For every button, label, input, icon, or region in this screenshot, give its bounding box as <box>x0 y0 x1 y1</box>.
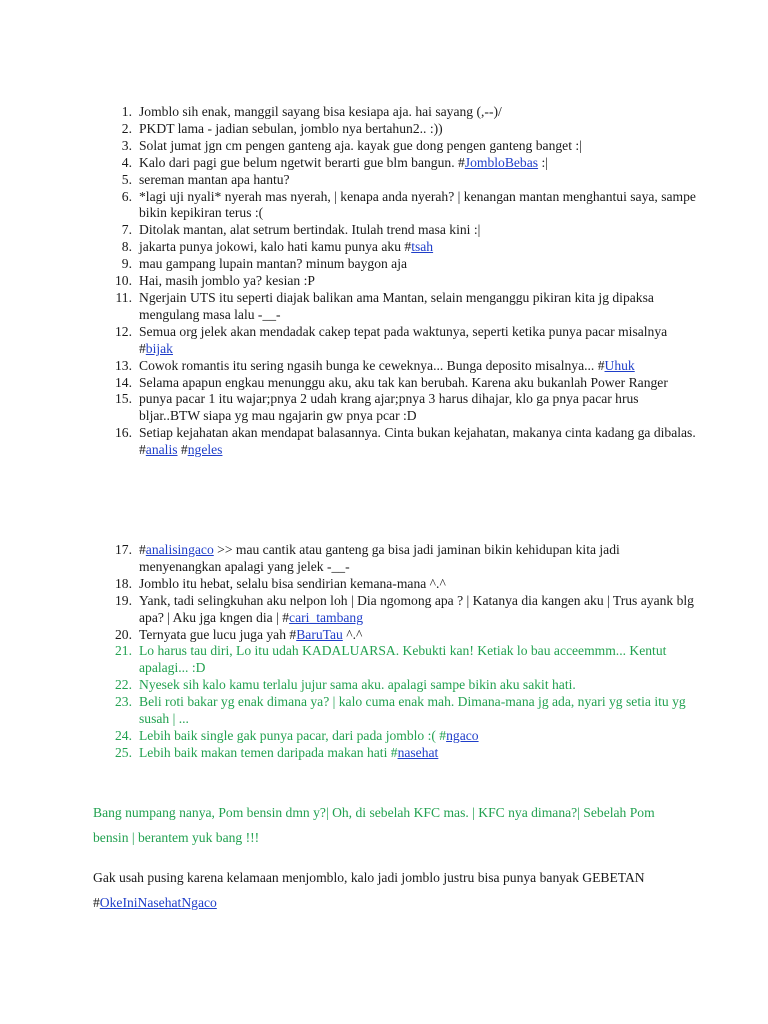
hashtag-link[interactable]: BaruTau <box>296 626 343 642</box>
list-number: 15. <box>115 391 132 407</box>
list-item <box>0 677 700 694</box>
list-number: 9. <box>121 256 132 272</box>
list-number: 7. <box>121 222 132 238</box>
hashtag-link[interactable]: OkeIniNasehatNgaco <box>99 895 217 910</box>
list-item <box>0 358 700 375</box>
list-item <box>0 593 700 627</box>
item-text: *lagi uji nyali* nyerah mas nyerah, | kenapa anda nyerah? | kenangan mantan menghantui saya, sampe bikin kepikiran terus :( <box>139 188 696 221</box>
list-item <box>0 324 700 358</box>
item-text: mau gampang lupain mantan? minum baygon aja <box>139 256 408 272</box>
item-text: # <box>177 442 188 458</box>
list-item <box>0 391 700 425</box>
list-item <box>0 189 700 223</box>
item-text: Jomblo itu hebat, selalu bisa sendirian kemana-mana ^.^ <box>139 575 446 591</box>
item-text: Semua org jelek akan mendadak cakep tepat pada waktunya, seperti ketika punya pacar misalnya # <box>139 323 668 356</box>
list-item <box>0 627 700 644</box>
hashtag-link[interactable]: nasehat <box>397 744 439 760</box>
hashtag-link[interactable]: Uhuk <box>604 357 635 373</box>
list-number: 1. <box>121 104 132 119</box>
item-text: Cowok romantis itu sering ngasih bunga ke ceweknya... Bunga deposito misalnya... # <box>139 357 605 373</box>
list-number: 3. <box>121 137 132 153</box>
item-text: Lebih baik makan temen daripada makan hati # <box>139 744 398 760</box>
hashtag-link[interactable]: JombloBebas <box>464 154 539 170</box>
list-number: 13. <box>115 357 132 373</box>
list-item <box>0 138 700 155</box>
item-text: Lebih baik single gak punya pacar, dari pada jomblo :( # <box>139 727 447 743</box>
item-text: >> mau cantik atau ganteng ga bisa jadi jaminan bikin kehidupan kita jadi menyenangkan apalagi yang jelek -__- <box>139 542 620 574</box>
item-text: Kalo dari pagi gue belum ngetwit berarti gue blm bangun. # <box>139 154 465 170</box>
list-item <box>0 728 700 745</box>
list-item <box>0 576 700 593</box>
list-number: 23. <box>115 694 132 710</box>
list-number: 19. <box>115 592 132 608</box>
hashtag-link[interactable]: ngaco <box>446 727 479 743</box>
closing-paragraph <box>93 865 663 915</box>
list-item <box>0 155 700 172</box>
dialog-text: Bang numpang nanya, Pom bensin dmn y?| Oh, di sebelah KFC mas. | KFC nya dimana?| Sebelah Pom bensin | berantem yuk bang !!! <box>93 805 655 845</box>
item-text: PKDT lama - jadian sebulan, jomblo nya bertahun2.. :)) <box>139 120 443 136</box>
item-text: Yank, tadi selingkuhan aku nelpon loh | Dia ngomong apa ? | Katanya dia kangen aku | Trus ayank blg apa? | Aku jga kngen dia | # <box>139 592 694 625</box>
list-number: 6. <box>121 188 132 204</box>
hashtag-link[interactable]: ngeles <box>187 442 223 458</box>
item-text: punya pacar 1 itu wajar;pnya 2 udah krang ajar;pnya 3 harus dihajar, klo ga pnya pacar hrus bljar..BTW siapa yg mau ngajarin gw pnya pcar :D <box>139 391 639 424</box>
list-item <box>0 745 700 762</box>
list-item <box>0 256 700 273</box>
hashtag-link[interactable]: analisingaco <box>145 542 214 557</box>
list-item <box>0 425 700 459</box>
list-item <box>0 290 700 324</box>
list-item <box>0 375 700 392</box>
list-number: 14. <box>115 374 132 390</box>
item-text: Beli roti bakar yg enak dimana ya? | kalo cuma enak mah. Dimana-mana jg ada, nyari yg setia itu yg susah | ... <box>139 694 686 727</box>
numbered-list-part-2 <box>0 542 700 762</box>
list-number: 18. <box>115 575 132 591</box>
numbered-list-part-1 <box>0 104 700 459</box>
item-text: Selama apapun engkau menunggu aku, aku tak kan berubah. Karena aku bukanlah Power Ranger <box>139 374 668 390</box>
hashtag-link[interactable]: bijak <box>145 340 173 356</box>
list-number: 24. <box>115 727 132 743</box>
list-number: 8. <box>121 239 132 255</box>
item-text: sereman mantan apa hantu? <box>139 171 290 187</box>
list-item <box>0 542 700 576</box>
list-number: 16. <box>115 425 132 441</box>
list-item <box>0 222 700 239</box>
hashtag-link[interactable]: analis <box>145 442 178 458</box>
item-text: Ditolak mantan, alat setrum bertindak. Itulah trend masa kini :| <box>139 222 481 238</box>
item-text: Gak usah pusing karena kelamaan menjomblo, kalo jadi jomblo justru bisa punya banyak GEBETAN # <box>93 870 645 910</box>
list-item <box>0 104 700 121</box>
hashtag-link[interactable]: cari_tambang <box>289 609 364 625</box>
list-item <box>0 239 700 256</box>
item-text: Nyesek sih kalo kamu terlalu jujur sama aku. apalagi sampe bikin aku sakit hati. <box>139 677 576 693</box>
list-item <box>0 121 700 138</box>
item-text: ^.^ <box>342 626 363 642</box>
item-text: Hai, masih jomblo ya? kesian :P <box>139 273 315 289</box>
item-text: # <box>139 542 146 557</box>
list-number: 21. <box>115 643 132 659</box>
list-number: 5. <box>121 171 132 187</box>
list-number: 25. <box>115 744 132 760</box>
item-text: jakarta punya jokowi, kalo hati kamu punya aku # <box>139 239 412 255</box>
list-item <box>0 273 700 290</box>
item-text: Setiap kejahatan akan mendapat balasannya. Cinta bukan kejahatan, makanya cinta kadang ga dibalas. # <box>139 425 696 458</box>
list-number: 2. <box>121 120 132 136</box>
list-number: 20. <box>115 626 132 642</box>
item-text: Ternyata gue lucu juga yah # <box>139 626 297 642</box>
item-text: :| <box>538 154 548 170</box>
list-item <box>0 694 700 728</box>
item-text: Solat jumat jgn cm pengen ganteng aja. kayak gue dong pengen ganteng banget :| <box>139 137 582 153</box>
dialog-paragraph <box>93 800 663 850</box>
item-text: Jomblo sih enak, manggil sayang bisa kesiapa aja. hai sayang (,--)/ <box>139 104 502 119</box>
list-number: 12. <box>115 323 132 339</box>
list-number: 22. <box>115 677 132 693</box>
list-number: 10. <box>115 273 132 289</box>
list-item <box>0 172 700 189</box>
list-number: 4. <box>121 154 132 170</box>
item-text: Lo harus tau diri, Lo itu udah KADALUARSA. Kebukti kan! Ketiak lo bau acceemmm... Kentut apalagi... :D <box>139 643 667 676</box>
list-item <box>0 643 700 677</box>
item-text: Ngerjain UTS itu seperti diajak balikan ama Mantan, selain menganggu pikiran kita jg dipaksa mengulang masa lalu -__- <box>139 289 654 322</box>
hashtag-link[interactable]: tsah <box>411 239 434 255</box>
list-number: 11. <box>115 289 132 305</box>
list-number: 17. <box>115 542 132 557</box>
